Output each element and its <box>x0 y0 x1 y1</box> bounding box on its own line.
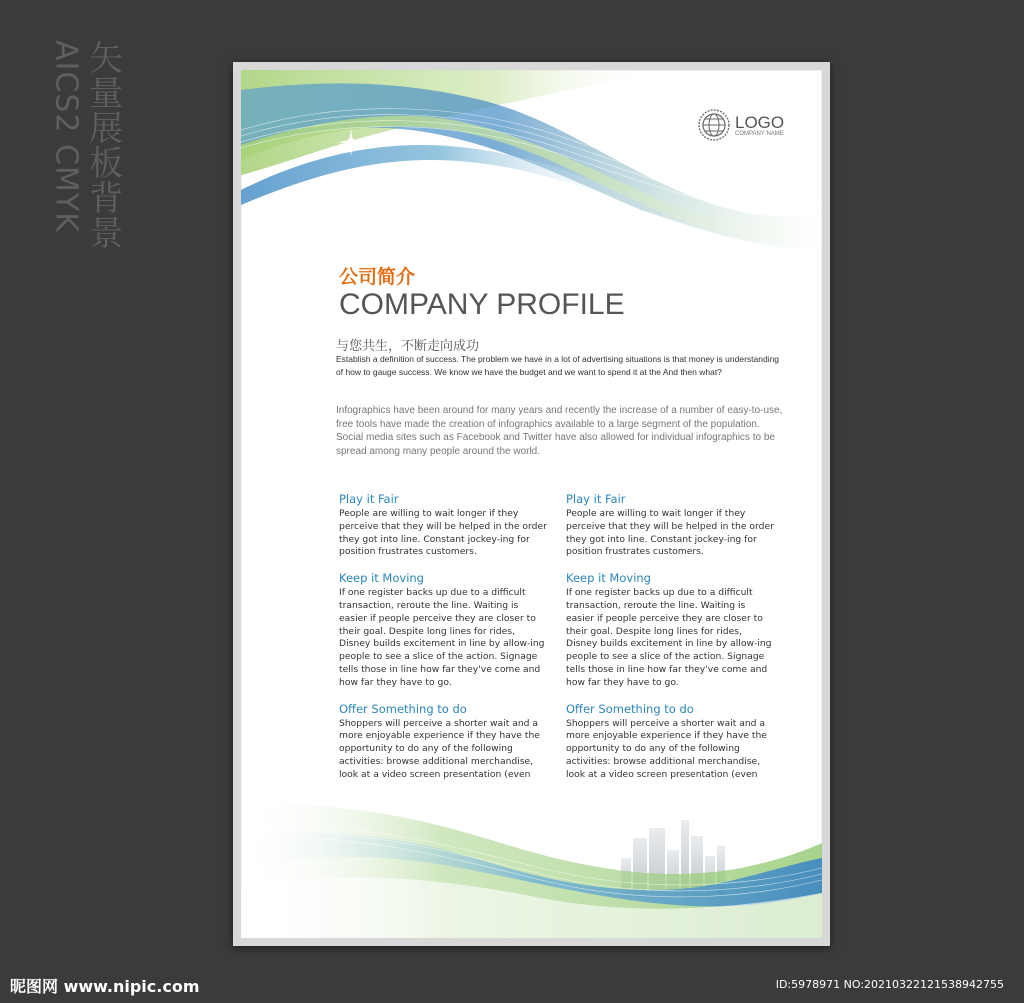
section <box>566 492 776 559</box>
section <box>339 571 549 689</box>
heading-en: COMPANY PROFILE <box>339 288 625 321</box>
poster <box>241 70 822 938</box>
logo <box>697 108 784 142</box>
section-title: Play it Fair <box>566 492 626 506</box>
lead-paragraph: Establish a definition of success. The problem we have in a lot of advertising situations is that money is understanding of how to gauge success. We know we have the budget and we want to spend it at the And then what? <box>336 354 780 377</box>
top-wave-graphic <box>241 70 822 250</box>
section-body: Shoppers will perceive a shorter wait and a more enjoyable experience if they have the opportunity to do any of the following activities: browse additional merchandise, look at a video screen presentation (even <box>566 717 767 780</box>
section-title: Offer Something to do <box>566 701 694 716</box>
poster-frame <box>233 62 830 946</box>
subtitle-cn: 与您共生，不断走向成功 <box>336 339 480 354</box>
intro-paragraph: Infographics have been around for many years and recently the increase of a number of easy-to-use, free tools have made the creation of infographics available to a large segment of the population. Social media sites such as Facebook and Twitter have also allowed for individual infographics to be spread among many people around the world. <box>336 405 783 457</box>
watermark-right: ID:5978971 NO:20210322121538942755 <box>775 978 1004 991</box>
section-title: Keep it Moving <box>566 571 651 586</box>
logo-subtitle: COMPANY NAME <box>735 130 784 137</box>
section-body: People are willing to wait longer if they perceive that they will be helped in the order they got into line. Constant jockey-ing for position frustrates customers. <box>566 508 774 558</box>
section <box>339 702 549 782</box>
bottom-wave-graphic <box>241 798 822 938</box>
heading-cn: 公司简介 <box>339 266 416 288</box>
section-body: If one register backs up due to a difficult transaction, reroute the line. Waiting is easier if people perceive they are closer to their goal. Despite long lines for rides, Disney builds excitement in line by allow-ing people to see a slice of the action. Signage tells those in line how far they've come and how far they have to go. <box>566 587 772 688</box>
section-body: Shoppers will perceive a shorter wait and a more enjoyable experience if they have the opportunity to do any of the following activities: browse additional merchandise, look at a video screen presentation (even <box>339 717 540 780</box>
section-title: Keep it Moving <box>339 571 424 586</box>
logo-title: LOGO <box>735 112 785 132</box>
section <box>339 492 549 559</box>
section-title: Offer Something to do <box>339 701 467 716</box>
right-column <box>566 492 776 794</box>
section-body: People are willing to wait longer if they perceive that they will be helped in the order they got into line. Constant jockey-ing for position frustrates customers. <box>339 508 547 558</box>
section-body: If one register backs up due to a difficult transaction, reroute the line. Waiting is easier if people perceive they are closer to their goal. Despite long lines for rides, Disney builds excitement in line by allow-ing people to see a slice of the action. Signage tells those in line how far they've come and how far they have to go. <box>339 587 545 688</box>
left-column <box>339 492 549 794</box>
side-label <box>48 40 122 250</box>
section <box>566 571 776 689</box>
watermark-left: 昵图网 www.nipic.com <box>10 977 200 996</box>
side-label-cn: 矢量展板背景 <box>82 40 123 250</box>
section-title: Play it Fair <box>339 492 399 506</box>
section <box>566 702 776 782</box>
side-label-en: AICS2 CMYK <box>48 40 84 233</box>
globe-icon <box>697 108 731 142</box>
